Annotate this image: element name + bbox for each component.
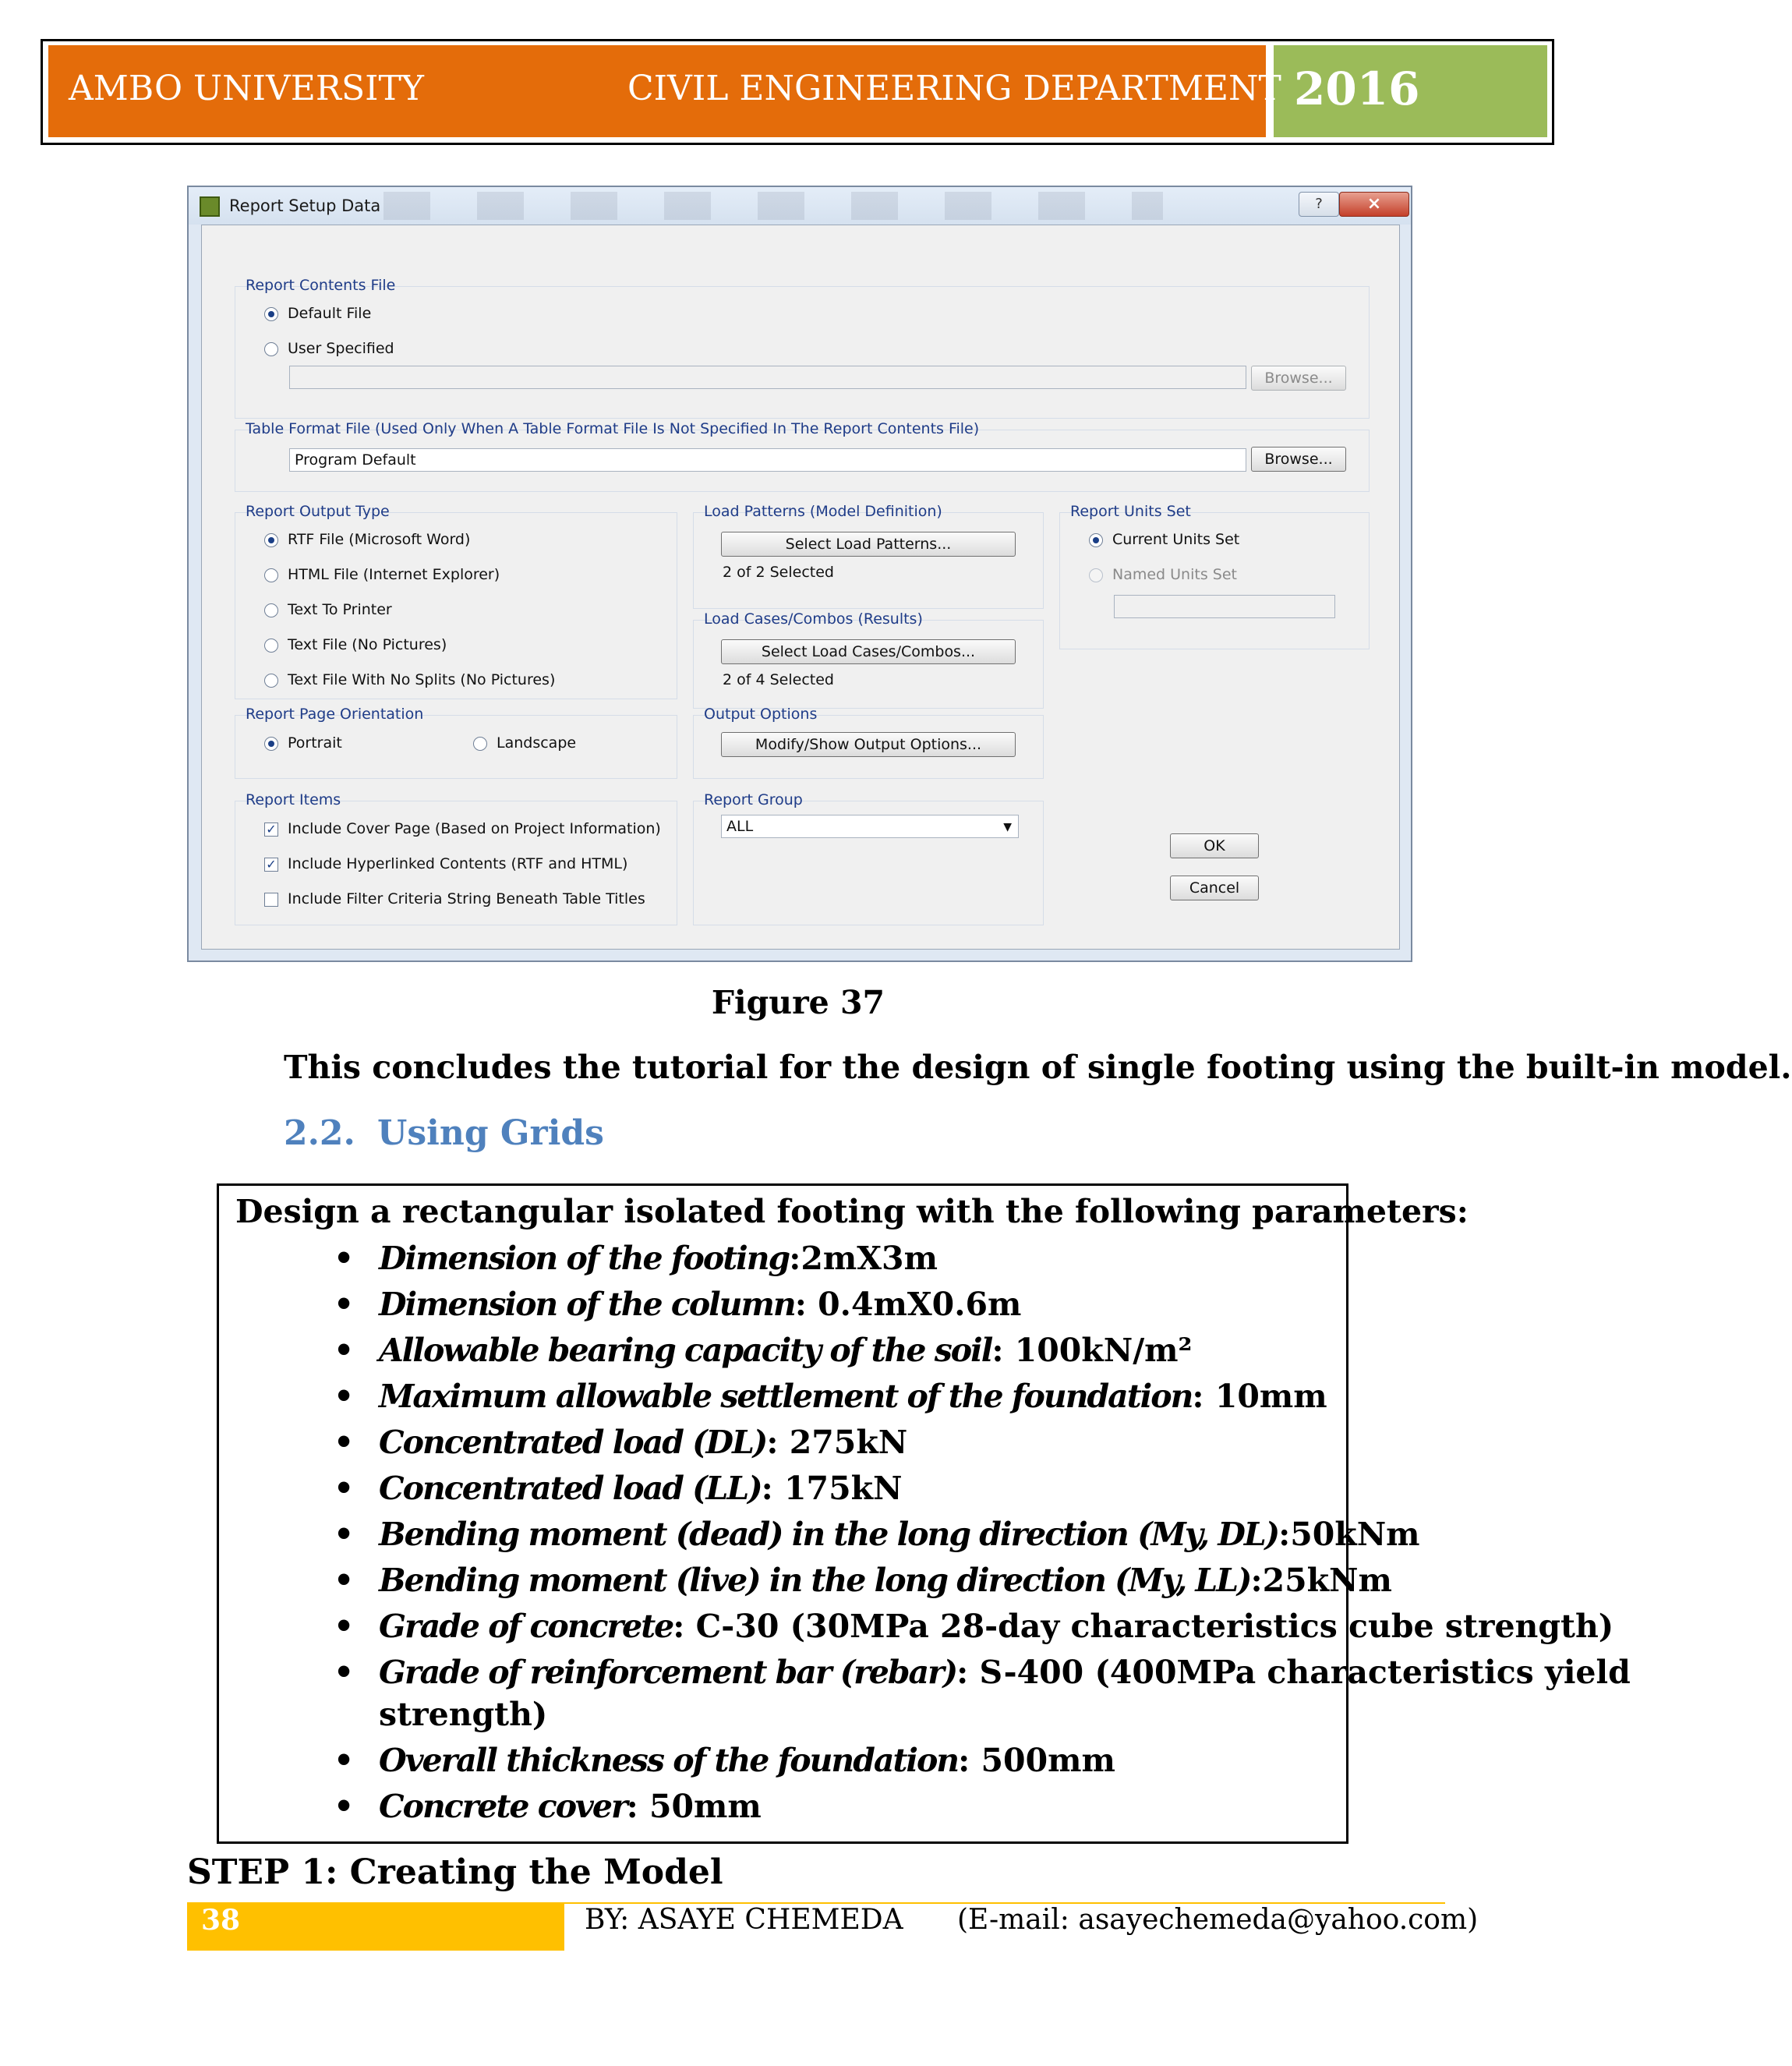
parameter-value: : 50mm [626, 1788, 762, 1825]
parameter-item [334, 1332, 1193, 1369]
report-items-label: Report Items [246, 791, 341, 808]
parameter-item [334, 1470, 903, 1507]
bullet-icon: • [334, 1788, 355, 1825]
bullet-icon: • [334, 1286, 355, 1323]
parameter-item [334, 1788, 762, 1825]
bullet-icon: • [334, 1378, 355, 1415]
bullet-icon: • [334, 1424, 355, 1461]
parameter-label: Allowable bearing capacity of the soil [379, 1332, 992, 1369]
footer-author: BY: ASAYE CHEMEDA [585, 1904, 903, 1936]
text-file-radio[interactable] [264, 639, 278, 653]
report-contents-label: Report Contents File [246, 277, 396, 294]
conclusion-paragraph: This concludes the tutorial for the design of single footing using the built-in model. [284, 1049, 1792, 1086]
parameter-value: : 10mm [1192, 1378, 1327, 1415]
report-group-select[interactable] [721, 815, 1019, 838]
bullet-icon: • [334, 1470, 355, 1507]
rtf-file-radio[interactable] [264, 533, 278, 547]
report-contents-group [235, 286, 1370, 419]
bullet-icon: • [334, 1562, 355, 1599]
parameter-label: Dimension of the column [379, 1286, 795, 1323]
parameter-label: Bending moment (dead) in the long direction (My, DL) [379, 1516, 1279, 1553]
filter-criteria-checkbox[interactable] [264, 893, 278, 907]
cover-page-checkbox[interactable]: ✓ [264, 823, 278, 837]
bullet-icon: • [334, 1332, 355, 1369]
section-title: Using Grids [377, 1113, 604, 1153]
output-type-label: Report Output Type [246, 503, 390, 520]
select-load-cases-button[interactable]: Select Load Cases/Combos... [721, 639, 1016, 664]
html-file-radio[interactable] [264, 568, 278, 582]
load-patterns-group [693, 512, 1044, 609]
footer-email: (E-mail: asayechemeda@yahoo.com) [957, 1904, 1479, 1936]
parameter-item [334, 1742, 1115, 1779]
problem-intro: Design a rectangular isolated footing with the following parameters: [235, 1193, 1469, 1230]
table-format-label: Table Format File (Used Only When A Table Format File Is Not Specified In The Report Contents File) [246, 420, 980, 437]
parameter-value: : 500mm [958, 1742, 1115, 1779]
parameter-label: Bending moment (live) in the long direction (My, LL) [379, 1562, 1251, 1599]
text-to-printer-label: Text To Printer [288, 601, 392, 618]
parameter-continuation: strength) [379, 1696, 548, 1733]
page-orientation-label: Report Page Orientation [246, 706, 424, 723]
app-icon [200, 196, 220, 217]
parameter-value: : 100kN/m² [991, 1332, 1193, 1369]
parameter-item [334, 1516, 1420, 1553]
parameter-label: Maximum allowable settlement of the foundation [379, 1378, 1193, 1415]
user-specified-radio[interactable] [264, 342, 278, 356]
parameter-item [334, 1378, 1327, 1415]
parameter-value: :25kNm [1250, 1562, 1392, 1599]
load-cases-status: 2 of 4 Selected [723, 671, 834, 688]
header-year: 2016 [1294, 62, 1420, 115]
report-group-label: Report Group [704, 791, 803, 808]
output-options-label: Output Options [704, 706, 818, 723]
parameter-label: Overall thickness of the foundation [379, 1742, 959, 1779]
html-file-label: HTML File (Internet Explorer) [288, 566, 500, 583]
text-to-printer-radio[interactable] [264, 603, 278, 617]
parameter-item [334, 1654, 1631, 1691]
parameter-item [334, 1608, 1614, 1645]
parameter-item [334, 1286, 1022, 1323]
parameter-item [334, 1240, 938, 1277]
parameter-label: Concrete cover [379, 1788, 627, 1825]
parameter-item [334, 1424, 908, 1461]
modify-output-options-button[interactable]: Modify/Show Output Options... [721, 732, 1016, 757]
named-units-input[interactable] [1114, 595, 1335, 618]
named-units-label: Named Units Set [1112, 566, 1237, 583]
help-button[interactable]: ? [1299, 192, 1339, 217]
rtf-file-label: RTF File (Microsoft Word) [288, 531, 471, 548]
report-setup-dialog [187, 186, 1412, 962]
cover-page-label: Include Cover Page (Based on Project Information) [288, 820, 661, 837]
header-university: AMBO UNIVERSITY [69, 69, 424, 108]
parameter-value: : 0.4mX0.6m [794, 1286, 1022, 1323]
table-format-input[interactable]: Program Default [289, 448, 1246, 472]
page-number: 38 [201, 1904, 241, 1937]
text-file-label: Text File (No Pictures) [288, 636, 447, 653]
report-contents-path-input[interactable] [289, 366, 1246, 389]
load-cases-label: Load Cases/Combos (Results) [704, 610, 923, 628]
parameter-label: Dimension of the footing [379, 1240, 790, 1277]
parameter-label: Concentrated load (LL) [379, 1470, 762, 1507]
portrait-radio[interactable] [264, 737, 278, 751]
bullet-icon: • [334, 1240, 355, 1277]
parameter-value: : C-30 (30MPa 28-day characteristics cube strength) [673, 1608, 1614, 1645]
report-contents-browse-button[interactable]: Browse... [1251, 366, 1346, 391]
report-group-value: ALL [726, 818, 754, 835]
bullet-icon: • [334, 1742, 355, 1779]
units-set-label: Report Units Set [1070, 503, 1191, 520]
named-units-radio[interactable] [1089, 568, 1103, 582]
section-number: 2.2. [284, 1113, 355, 1153]
filter-criteria-label: Include Filter Criteria String Beneath Table Titles [288, 890, 645, 907]
bullet-icon: • [334, 1608, 355, 1645]
hyperlinked-contents-label: Include Hyperlinked Contents (RTF and HTML) [288, 855, 628, 872]
cancel-button[interactable]: Cancel [1170, 876, 1259, 900]
current-units-radio[interactable] [1089, 533, 1103, 547]
parameter-value: : 275kN [766, 1424, 908, 1461]
landscape-radio[interactable] [473, 737, 487, 751]
load-patterns-label: Load Patterns (Model Definition) [704, 503, 942, 520]
portrait-label: Portrait [288, 734, 342, 752]
parameter-value: :50kNm [1278, 1516, 1420, 1553]
select-load-patterns-button[interactable]: Select Load Patterns... [721, 532, 1016, 557]
parameter-label: Concentrated load (DL) [379, 1424, 767, 1461]
background-menu-blur [383, 192, 1163, 220]
parameter-value: : 175kN [761, 1470, 903, 1507]
figure-caption: Figure 37 [711, 984, 885, 1021]
text-file-no-splits-radio[interactable] [264, 674, 278, 688]
user-specified-label: User Specified [288, 340, 394, 357]
parameter-label: Grade of reinforcement bar (rebar) [379, 1654, 957, 1691]
table-format-browse-button[interactable]: Browse... [1251, 447, 1346, 472]
bullet-icon: • [334, 1654, 355, 1691]
parameter-value: :2mX3m [789, 1240, 938, 1277]
landscape-label: Landscape [497, 734, 577, 752]
load-cases-group [693, 620, 1044, 709]
chevron-down-icon: ▼ [1003, 821, 1012, 833]
footer-page-band [187, 1902, 564, 1951]
default-file-radio[interactable] [264, 307, 278, 321]
text-file-no-splits-label: Text File With No Splits (No Pictures) [288, 671, 556, 688]
header-department: CIVIL ENGINEERING DEPARTMENT [627, 69, 1281, 108]
parameter-label: Grade of concrete [379, 1608, 673, 1645]
close-button[interactable]: × [1339, 192, 1409, 217]
default-file-label: Default File [288, 305, 372, 322]
parameter-item [334, 1562, 1392, 1599]
hyperlinked-contents-checkbox[interactable]: ✓ [264, 858, 278, 872]
step-heading: STEP 1: Creating the Model [187, 1852, 723, 1892]
current-units-label: Current Units Set [1112, 531, 1240, 548]
parameter-value: : S-400 (400MPa characteristics yield [956, 1654, 1631, 1691]
dialog-title: Report Setup Data [229, 196, 381, 215]
dialog-titlebar [189, 187, 1411, 225]
ok-button[interactable]: OK [1170, 833, 1259, 858]
load-patterns-status: 2 of 2 Selected [723, 564, 834, 581]
bullet-icon: • [334, 1516, 355, 1553]
dialog-body [201, 225, 1400, 950]
